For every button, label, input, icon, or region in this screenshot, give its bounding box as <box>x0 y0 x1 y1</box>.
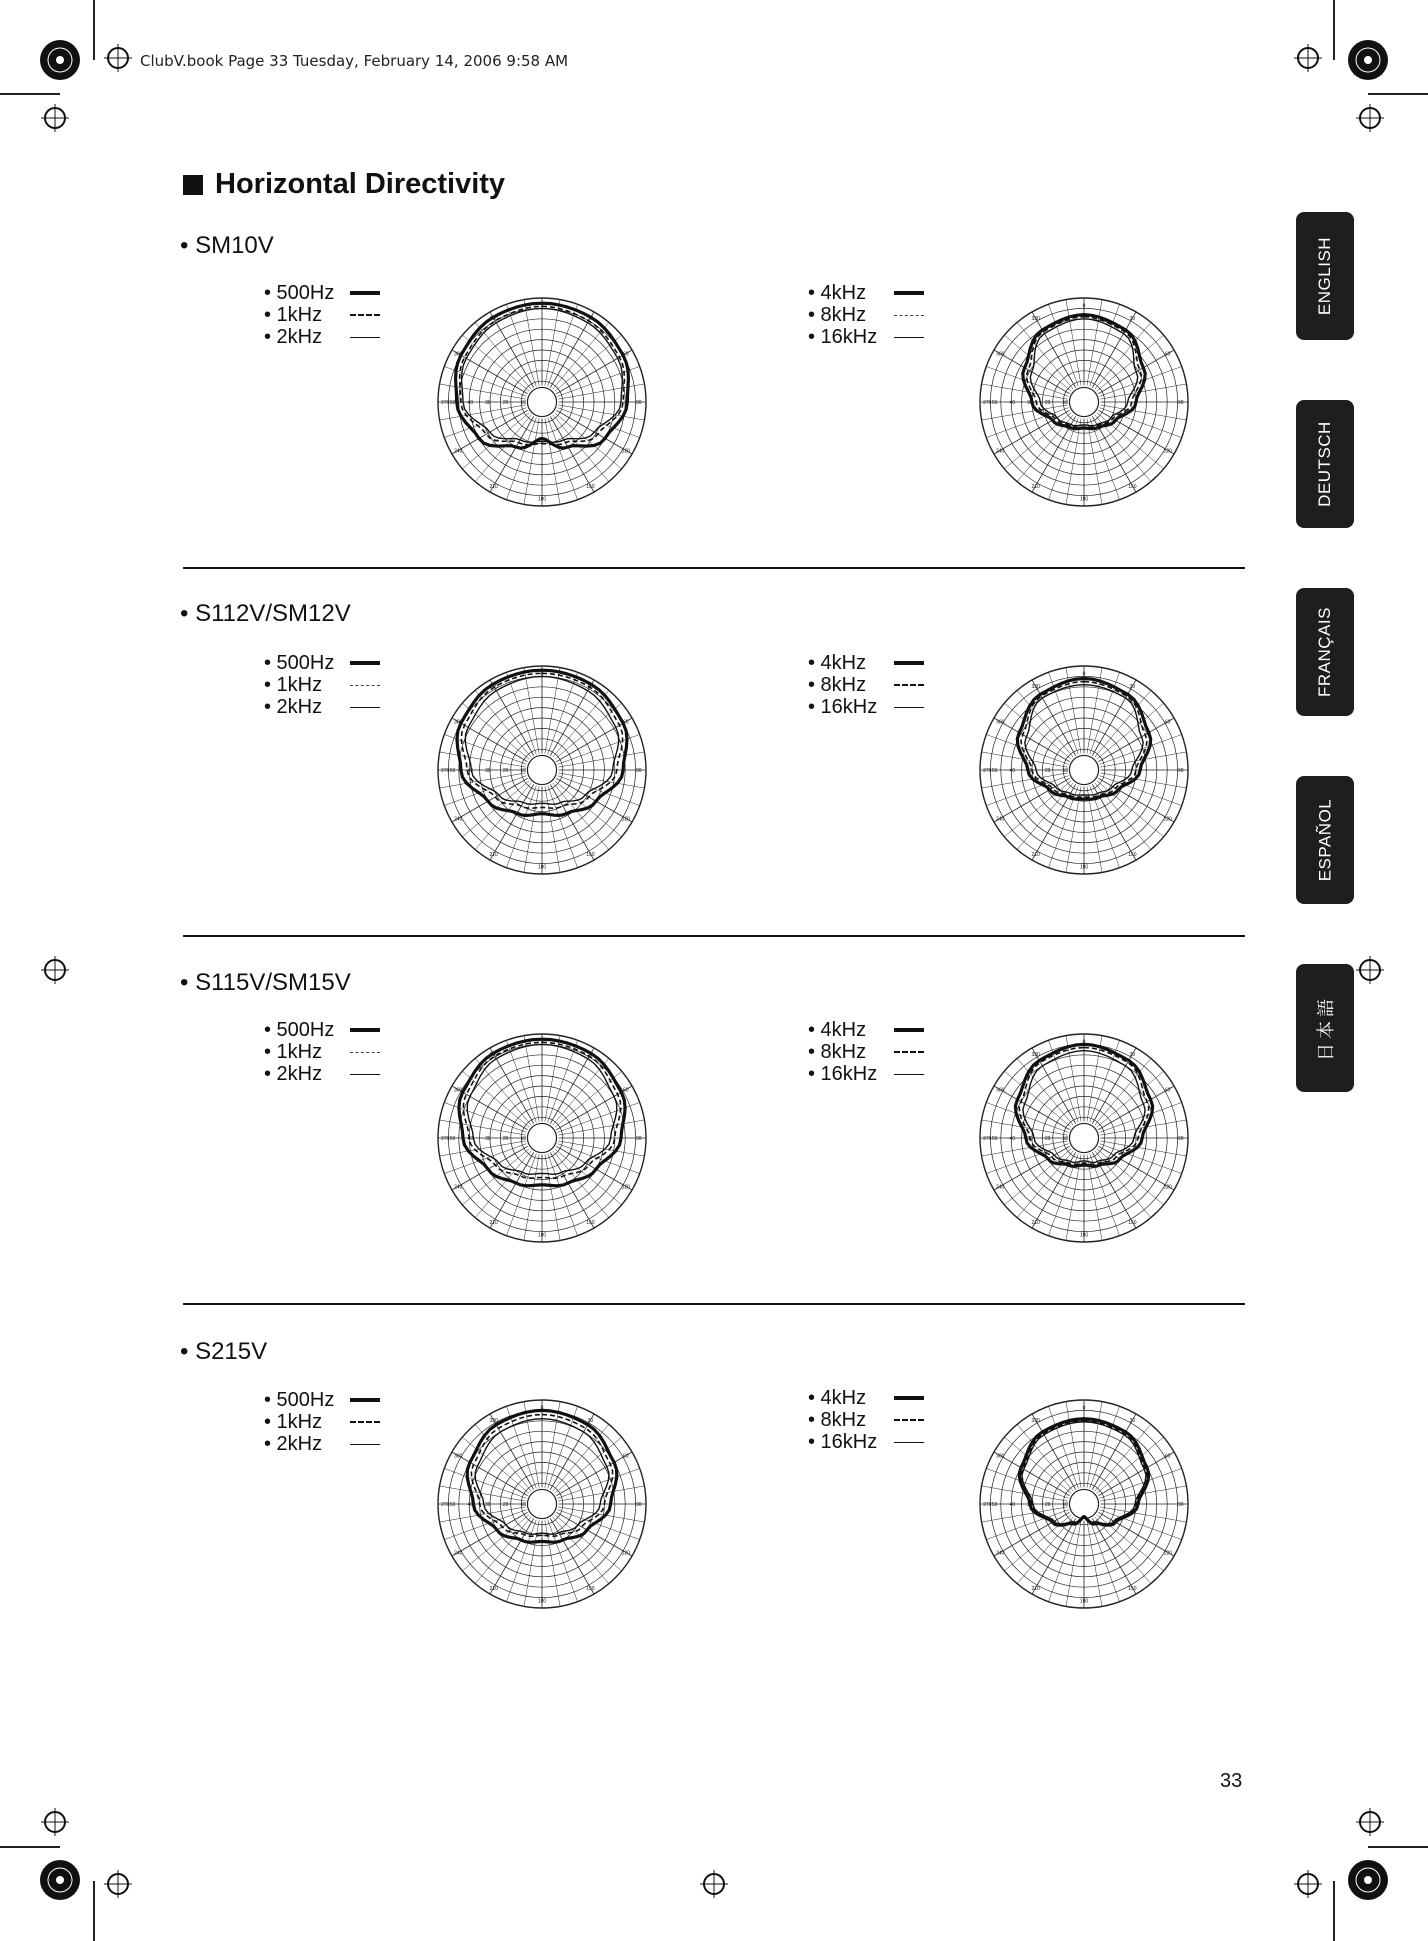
angle-tick-label: 330 <box>1031 316 1040 323</box>
ring-tick-label: 40 <box>1009 1136 1016 1142</box>
legend-row-1khz <box>264 304 380 326</box>
angle-tick-label: 90 <box>635 768 642 774</box>
legend-row-500hz <box>264 652 380 674</box>
line-swatch-dashed <box>350 685 380 686</box>
crop-mark <box>1333 0 1335 60</box>
ring-tick-label: 10 <box>520 768 527 774</box>
angle-tick-label: 0 <box>1082 671 1086 678</box>
crop-mark <box>0 93 60 95</box>
polar-chart <box>972 1024 1196 1252</box>
registration-target-icon <box>38 38 82 82</box>
center-hole <box>527 1123 556 1152</box>
angle-tick-label: 60 <box>622 351 629 358</box>
angle-tick-label: 60 <box>622 1087 629 1094</box>
line-swatch-dashed <box>350 1421 380 1423</box>
ring-tick-label: 50 <box>449 400 456 406</box>
line-swatch-dashed <box>894 684 924 686</box>
angle-tick-label: 0 <box>540 1405 544 1412</box>
line-swatch-thick <box>894 1396 924 1400</box>
ring-tick-label: 10 <box>1062 1136 1069 1142</box>
crosshair-icon <box>104 1870 132 1898</box>
angle-tick-label: 180 <box>1079 496 1089 503</box>
legend-label: • 8kHz <box>808 304 867 326</box>
legend-row-2khz <box>264 1433 380 1455</box>
ring-tick-label: 20 <box>502 768 509 774</box>
legend-label: • 500Hz <box>264 1389 335 1411</box>
angle-tick-label: 330 <box>489 684 498 691</box>
legend-row-8khz <box>808 1409 924 1431</box>
angle-tick-label: 60 <box>1164 1453 1171 1460</box>
legend-row-2khz <box>264 326 380 348</box>
legend-label: • 16kHz <box>808 696 878 718</box>
legend-row-16khz <box>808 696 924 718</box>
crop-mark <box>1333 1881 1335 1941</box>
angle-tick-label: 240 <box>996 448 1005 455</box>
center-hole <box>1069 1489 1098 1518</box>
angle-tick-label: 90 <box>1177 1502 1184 1508</box>
angle-tick-label: 270 <box>983 1136 992 1142</box>
angle-tick-label: 30 <box>1129 316 1136 323</box>
line-swatch-dashed <box>350 1052 380 1053</box>
angle-tick-label: 30 <box>1129 684 1136 691</box>
crop-mark <box>1368 1846 1428 1848</box>
line-swatch-thin <box>350 1444 380 1445</box>
angle-tick-label: 270 <box>441 400 450 406</box>
angle-tick-label: 120 <box>621 816 630 823</box>
angle-tick-label: 90 <box>1177 1136 1184 1142</box>
ring-tick-label: 50 <box>449 1502 456 1508</box>
line-swatch-thick <box>350 291 380 295</box>
angle-tick-label: 90 <box>1177 768 1184 774</box>
line-swatch-thin <box>350 707 380 708</box>
crop-mark <box>93 0 95 60</box>
angle-tick-label: 60 <box>622 1453 629 1460</box>
tab-francais[interactable] <box>1296 588 1354 716</box>
angle-tick-label: 180 <box>1079 1232 1089 1239</box>
crop-mark <box>93 1881 95 1941</box>
ring-tick-label: 50 <box>991 1136 998 1142</box>
square-bullet-icon <box>183 175 203 195</box>
model-label: • S112V/SM12V <box>180 600 351 627</box>
ring-tick-label: 30 <box>1027 768 1033 774</box>
ring-tick-label: 40 <box>467 400 474 406</box>
line-swatch-thin <box>894 1442 924 1443</box>
angle-tick-label: 180 <box>537 864 547 871</box>
legend-row-4khz <box>808 1019 924 1041</box>
polar-chart <box>430 1390 654 1618</box>
legend-label: • 16kHz <box>808 1431 878 1453</box>
section-title-text: Horizontal Directivity <box>215 168 506 200</box>
angle-tick-label: 60 <box>1164 1087 1171 1094</box>
angle-tick-label: 90 <box>635 400 642 406</box>
angle-tick-label: 210 <box>1031 1219 1040 1226</box>
legend-high <box>808 1387 924 1453</box>
line-swatch-thin <box>894 1074 924 1075</box>
angle-tick-label: 60 <box>1164 719 1171 726</box>
legend-label: • 1kHz <box>264 304 323 326</box>
line-swatch-thick <box>894 1028 924 1032</box>
tab-japanese[interactable] <box>1296 964 1354 1092</box>
ring-tick-label: 10 <box>520 1136 527 1142</box>
angle-tick-label: 210 <box>489 483 498 490</box>
center-hole <box>1069 387 1098 416</box>
legend-label: • 2kHz <box>264 696 323 718</box>
polar-chart <box>972 1390 1196 1618</box>
center-hole <box>1069 755 1098 784</box>
legend-label: • 500Hz <box>264 652 335 674</box>
ring-tick-label: 20 <box>502 1502 509 1508</box>
crop-mark <box>0 1846 60 1848</box>
angle-tick-label: 300 <box>454 1453 463 1460</box>
legend-low <box>264 1389 380 1455</box>
legend-label: • 8kHz <box>808 1041 867 1063</box>
tab-label: ESPAÑOL <box>1315 798 1334 882</box>
angle-tick-label: 150 <box>1128 1219 1137 1226</box>
ring-tick-label: 40 <box>467 768 474 774</box>
angle-tick-label: 180 <box>537 496 547 503</box>
section-divider <box>183 935 1245 937</box>
center-hole <box>527 755 556 784</box>
polar-chart <box>430 288 654 516</box>
legend-label: • 2kHz <box>264 326 323 348</box>
ring-tick-label: 20 <box>1044 400 1051 406</box>
ring-tick-label: 20 <box>502 400 509 406</box>
tab-espanol[interactable] <box>1296 776 1354 904</box>
legend-low <box>264 652 380 718</box>
line-swatch-dashed <box>894 1419 924 1421</box>
angle-tick-label: 240 <box>454 448 463 455</box>
legend-row-500hz <box>264 282 380 304</box>
ring-tick-label: 10 <box>1062 1502 1069 1508</box>
legend-label: • 4kHz <box>808 652 867 674</box>
polar-chart <box>430 656 654 884</box>
legend-row-1khz <box>264 674 380 696</box>
ring-tick-label: 50 <box>449 768 456 774</box>
ring-tick-label: 10 <box>520 1502 527 1508</box>
ring-tick-label: 40 <box>1009 400 1016 406</box>
legend-row-8khz <box>808 304 924 326</box>
section-divider <box>183 567 1245 569</box>
tab-label: DEUTSCH <box>1315 421 1335 507</box>
line-swatch-thin <box>894 337 924 338</box>
angle-tick-label: 270 <box>441 1136 450 1142</box>
legend-label: • 1kHz <box>264 674 323 696</box>
line-swatch-thick <box>350 1398 380 1402</box>
angle-tick-label: 210 <box>489 1219 498 1226</box>
angle-tick-label: 150 <box>1128 851 1137 858</box>
tab-label: ENGLISH <box>1315 236 1335 316</box>
angle-tick-label: 240 <box>996 1550 1005 1557</box>
angle-tick-label: 300 <box>996 1087 1005 1094</box>
angle-tick-label: 120 <box>1163 448 1172 455</box>
angle-tick-label: 330 <box>1031 684 1040 691</box>
legend-label: • 500Hz <box>264 1019 335 1041</box>
angle-tick-label: 30 <box>587 1052 594 1059</box>
crosshair-icon <box>104 44 132 72</box>
legend-row-8khz <box>808 1041 924 1063</box>
legend-row-16khz <box>808 326 924 348</box>
angle-tick-label: 270 <box>983 1502 992 1508</box>
ring-tick-label: 40 <box>1009 768 1016 774</box>
crosshair-icon <box>41 1808 69 1836</box>
legend-label: • 8kHz <box>808 674 867 696</box>
angle-tick-label: 300 <box>996 719 1005 726</box>
angle-tick-label: 300 <box>454 351 463 358</box>
angle-tick-label: 300 <box>996 351 1005 358</box>
ring-tick-label: 20 <box>502 1136 509 1142</box>
angle-tick-label: 0 <box>1082 1405 1086 1412</box>
legend-label: • 16kHz <box>808 1063 878 1085</box>
angle-tick-label: 330 <box>489 1052 498 1059</box>
angle-tick-label: 330 <box>1031 1052 1040 1059</box>
angle-tick-label: 300 <box>454 1087 463 1094</box>
angle-tick-label: 120 <box>621 1184 630 1191</box>
crosshair-icon <box>1294 44 1322 72</box>
angle-tick-label: 30 <box>587 1418 594 1425</box>
crop-mark <box>1368 93 1428 95</box>
ring-tick-label: 30 <box>485 400 491 406</box>
legend-row-500hz <box>264 1019 380 1041</box>
legend-row-16khz <box>808 1063 924 1085</box>
angle-tick-label: 240 <box>996 816 1005 823</box>
tab-label: FRANÇAIS <box>1315 607 1334 697</box>
crosshair-icon <box>41 956 69 984</box>
angle-tick-label: 120 <box>1163 1550 1172 1557</box>
angle-tick-label: 240 <box>996 1184 1005 1191</box>
ring-tick-label: 50 <box>991 768 998 774</box>
angle-tick-label: 180 <box>537 1598 547 1605</box>
angle-tick-label: 210 <box>1031 1585 1040 1592</box>
line-swatch-thick <box>350 661 380 665</box>
angle-tick-label: 120 <box>1163 816 1172 823</box>
line-swatch-thin <box>350 337 380 338</box>
ring-tick-label: 20 <box>1044 1502 1051 1508</box>
angle-tick-label: 90 <box>635 1502 642 1508</box>
tab-deutsch[interactable] <box>1296 400 1354 528</box>
line-swatch-thick <box>894 661 924 665</box>
angle-tick-label: 120 <box>1163 1184 1172 1191</box>
legend-row-4khz <box>808 282 924 304</box>
angle-tick-label: 240 <box>454 1184 463 1191</box>
angle-tick-label: 0 <box>1082 1039 1086 1046</box>
line-swatch-dashed <box>894 315 924 316</box>
legend-label: • 2kHz <box>264 1063 323 1085</box>
ring-tick-label: 30 <box>1027 1136 1033 1142</box>
angle-tick-label: 180 <box>1079 1598 1089 1605</box>
angle-tick-label: 330 <box>489 1418 498 1425</box>
crosshair-icon <box>1294 1870 1322 1898</box>
angle-tick-label: 240 <box>454 1550 463 1557</box>
ring-tick-label: 30 <box>485 1136 491 1142</box>
angle-tick-label: 0 <box>540 671 544 678</box>
print-header: ClubV.book Page 33 Tuesday, February 14, 2006 9:58 AM <box>140 52 569 70</box>
angle-tick-label: 30 <box>1129 1052 1136 1059</box>
crosshair-icon <box>1356 1808 1384 1836</box>
registration-target-icon <box>1346 38 1390 82</box>
legend-row-1khz <box>264 1411 380 1433</box>
registration-target-icon <box>38 1858 82 1902</box>
tab-english[interactable] <box>1296 212 1354 340</box>
model-label: • SM10V <box>180 232 274 259</box>
angle-tick-label: 60 <box>622 719 629 726</box>
ring-tick-label: 40 <box>467 1502 474 1508</box>
angle-tick-label: 330 <box>1031 1418 1040 1425</box>
ring-tick-label: 10 <box>1062 768 1069 774</box>
legend-row-8khz <box>808 674 924 696</box>
angle-tick-label: 150 <box>1128 1585 1137 1592</box>
legend-label: • 2kHz <box>264 1433 323 1455</box>
angle-tick-label: 300 <box>454 719 463 726</box>
legend-label: • 500Hz <box>264 282 335 304</box>
angle-tick-label: 0 <box>540 1039 544 1046</box>
legend-label: • 4kHz <box>808 1019 867 1041</box>
legend-row-1khz <box>264 1041 380 1063</box>
angle-tick-label: 300 <box>996 1453 1005 1460</box>
ring-tick-label: 30 <box>1027 1502 1033 1508</box>
line-swatch-dashed <box>350 314 380 316</box>
ring-tick-label: 30 <box>485 1502 491 1508</box>
line-swatch-dashed <box>894 1051 924 1053</box>
center-hole <box>1069 1123 1098 1152</box>
legend-label: • 1kHz <box>264 1041 323 1063</box>
angle-tick-label: 270 <box>983 768 992 774</box>
ring-tick-label: 50 <box>449 1136 456 1142</box>
angle-tick-label: 180 <box>537 1232 547 1239</box>
legend-high <box>808 1019 924 1085</box>
section-title <box>183 168 505 201</box>
polar-chart <box>972 288 1196 516</box>
angle-tick-label: 30 <box>587 316 594 323</box>
legend-low <box>264 282 380 348</box>
angle-tick-label: 60 <box>1164 351 1171 358</box>
legend-row-16khz <box>808 1431 924 1453</box>
angle-tick-label: 210 <box>1031 483 1040 490</box>
legend-label: • 4kHz <box>808 282 867 304</box>
angle-tick-label: 270 <box>441 768 450 774</box>
model-label: • S115V/SM15V <box>180 969 351 996</box>
legend-label: • 8kHz <box>808 1409 867 1431</box>
angle-tick-label: 30 <box>587 684 594 691</box>
angle-tick-label: 210 <box>1031 851 1040 858</box>
section-divider <box>183 1303 1245 1305</box>
crosshair-icon <box>41 104 69 132</box>
registration-target-icon <box>1346 1858 1390 1902</box>
legend-low <box>264 1019 380 1085</box>
line-swatch-thin <box>350 1074 380 1075</box>
crosshair-icon <box>700 1870 728 1898</box>
crosshair-icon <box>1356 104 1384 132</box>
ring-tick-label: 40 <box>1009 1502 1016 1508</box>
legend-label: • 4kHz <box>808 1387 867 1409</box>
angle-tick-label: 210 <box>489 1585 498 1592</box>
model-label: • S215V <box>180 1338 268 1365</box>
angle-tick-label: 150 <box>586 1585 595 1592</box>
angle-tick-label: 330 <box>489 316 498 323</box>
polar-chart <box>430 1024 654 1252</box>
angle-tick-label: 30 <box>1129 1418 1136 1425</box>
angle-tick-label: 0 <box>540 303 544 310</box>
legend-high <box>808 282 924 348</box>
legend-row-4khz <box>808 652 924 674</box>
angle-tick-label: 120 <box>621 1550 630 1557</box>
angle-tick-label: 240 <box>454 816 463 823</box>
center-hole <box>527 387 556 416</box>
angle-tick-label: 210 <box>489 851 498 858</box>
angle-tick-label: 90 <box>635 1136 642 1142</box>
angle-tick-label: 0 <box>1082 303 1086 310</box>
ring-tick-label: 20 <box>1044 1136 1051 1142</box>
ring-tick-label: 10 <box>1062 400 1069 406</box>
line-swatch-thick <box>894 291 924 295</box>
angle-tick-label: 90 <box>1177 400 1184 406</box>
legend-label: • 1kHz <box>264 1411 323 1433</box>
ring-tick-label: 30 <box>485 768 491 774</box>
legend-row-4khz <box>808 1387 924 1409</box>
legend-row-2khz <box>264 696 380 718</box>
ring-tick-label: 20 <box>1044 768 1051 774</box>
angle-tick-label: 120 <box>621 448 630 455</box>
ring-tick-label: 50 <box>991 400 998 406</box>
legend-high <box>808 652 924 718</box>
angle-tick-label: 270 <box>441 1502 450 1508</box>
angle-tick-label: 150 <box>586 851 595 858</box>
line-swatch-thin <box>894 707 924 708</box>
angle-tick-label: 150 <box>586 483 595 490</box>
angle-tick-label: 270 <box>983 400 992 406</box>
tab-label: 日本語 <box>1316 995 1336 1061</box>
line-swatch-thick <box>350 1028 380 1032</box>
center-hole <box>527 1489 556 1518</box>
crosshair-icon <box>1356 956 1384 984</box>
angle-tick-label: 180 <box>1079 864 1089 871</box>
legend-row-2khz <box>264 1063 380 1085</box>
legend-row-500hz <box>264 1389 380 1411</box>
angle-tick-label: 150 <box>1128 483 1137 490</box>
page-number: 33 <box>1220 1770 1243 1792</box>
angle-tick-label: 150 <box>586 1219 595 1226</box>
ring-tick-label: 30 <box>1027 400 1033 406</box>
ring-tick-label: 50 <box>991 1502 998 1508</box>
legend-label: • 16kHz <box>808 326 878 348</box>
ring-tick-label: 10 <box>520 400 527 406</box>
polar-chart <box>972 656 1196 884</box>
ring-tick-label: 40 <box>467 1136 474 1142</box>
